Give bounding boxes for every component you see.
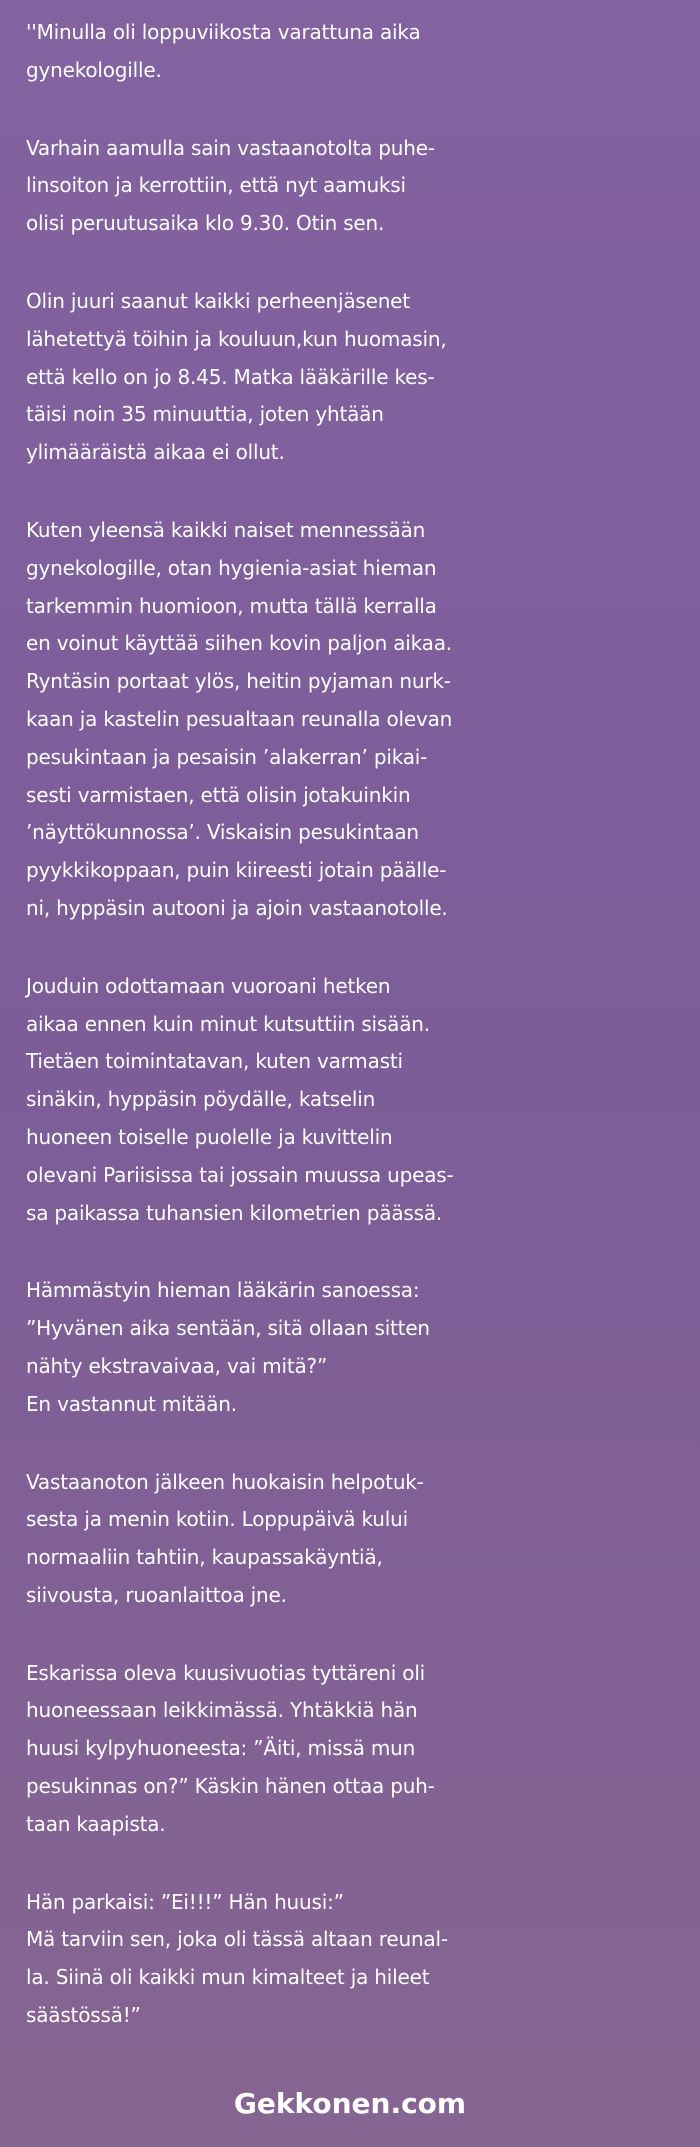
text-line: Jouduin odottamaan vuoroani hetken	[26, 973, 391, 998]
text-line: Eskarissa oleva kuusivuotias tyttäreni oli	[26, 1660, 426, 1685]
paragraph-4	[26, 512, 686, 928]
text-line: tarkemmin huomioon, mutta tällä kerralla	[26, 593, 437, 618]
text-line: En vastannut mitään.	[26, 1391, 237, 1416]
text-line: kaan ja kastelin pesualtaan reunalla olevan	[26, 706, 453, 731]
text-line: huoneen toiselle puolelle ja kuvittelin	[26, 1124, 393, 1149]
text-line: että kello on jo 8.45. Matka lääkärille kes-	[26, 364, 435, 389]
text-line: en voinut käyttää siihen kovin paljon aikaa.	[26, 631, 452, 656]
text-line: Olin juuri saanut kaikki perheenjäsenet	[26, 288, 410, 313]
text-line: ”Hyvänen aika sentään, sitä ollaan sitten	[26, 1316, 430, 1341]
text-line: Hän parkaisi: ”Ei!!!” Hän huusi:”	[26, 1889, 344, 1914]
text-line: linsoiton ja kerrottiin, että nyt aamuksi	[26, 173, 406, 198]
text-line: Vastaanoton jälkeen huokaisin helpotuk-	[26, 1469, 424, 1494]
text-line: Tietäen toimintatavan, kuten varmasti	[26, 1049, 403, 1074]
text-line: la. Siinä oli kaikki mun kimalteet ja hileet	[26, 1965, 430, 1990]
paragraph-8	[26, 1655, 686, 1844]
text-line: Kuten yleensä kaikki naiset mennessään	[26, 517, 426, 542]
story-text	[26, 14, 686, 2075]
text-line: pesukintaan ja pesaisin ’alakerran’ pikai-	[26, 744, 428, 769]
text-line: gynekologille.	[26, 57, 162, 82]
text-line: ylimääräistä aikaa ei ollut.	[26, 440, 285, 465]
text-line: pesukinnas on?” Käskin hänen ottaa puh-	[26, 1774, 435, 1799]
text-line: olisi peruutusaika klo 9.30. Otin sen.	[26, 211, 385, 236]
text-line: täisi noin 35 minuuttia, joten yhtään	[26, 402, 384, 427]
site-watermark: Gekkonen.com	[233, 2087, 467, 2120]
text-line: Ryntäsin portaat ylös, heitin pyjaman nurk-	[26, 669, 451, 694]
text-line: gynekologille, otan hygienia-asiat hieman	[26, 555, 437, 580]
text-line: lähetettyä töihin ja kouluun,kun huomasin,	[26, 326, 447, 351]
paragraph-5	[26, 968, 686, 1233]
text-line: siivousta, ruoanlaittoa jne.	[26, 1582, 287, 1607]
text-line: taan kaapista.	[26, 1811, 166, 1836]
text-line: Mä tarviin sen, joka oli tässä altaan reunal-	[26, 1927, 448, 1952]
paragraph-6	[26, 1272, 686, 1423]
text-line: huoneessaan leikkimässä. Yhtäkkiä hän	[26, 1698, 418, 1723]
text-line: ni, hyppäsin autooni ja ajoin vastaanotolle.	[26, 895, 448, 920]
paragraph-7	[26, 1464, 686, 1615]
text-line: huusi kylpyhuoneesta: ”Äiti, missä mun	[26, 1736, 416, 1761]
text-line: sinäkin, hyppäsin pöydälle, katselin	[26, 1087, 376, 1112]
text-line: Varhain aamulla sain vastaanotolta puhe-	[26, 135, 435, 160]
text-line: pyykkikoppaan, puin kiireesti jotain päälle-	[26, 858, 447, 883]
text-line: ''Minulla oli loppuviikosta varattuna aika	[26, 20, 421, 44]
paragraph-3	[26, 283, 686, 472]
text-line: sa paikassa tuhansien kilometrien päässä.	[26, 1200, 443, 1225]
text-line: sesti varmistaen, että olisin jotakuinkin	[26, 782, 411, 807]
text-line: Hämmästyin hieman lääkärin sanoessa:	[26, 1278, 420, 1303]
paragraph-1	[26, 14, 686, 90]
text-line: aikaa ennen kuin minut kutsuttiin sisään.	[26, 1011, 430, 1036]
text-line: olevani Pariisissa tai jossain muussa upeas-	[26, 1162, 454, 1187]
text-line: säästössä!”	[26, 2003, 141, 2028]
text-line: ’näyttökunnossa’. Viskaisin pesukintaan	[26, 820, 419, 845]
text-line: nähty ekstravaivaa, vai mitä?”	[26, 1353, 328, 1378]
text-line: normaaliin tahtiin, kaupassakäyntiä,	[26, 1545, 383, 1570]
paragraph-9	[26, 1884, 686, 2035]
paragraph-2	[26, 130, 686, 243]
text-line: sesta ja menin kotiin. Loppupäivä kului	[26, 1507, 408, 1532]
